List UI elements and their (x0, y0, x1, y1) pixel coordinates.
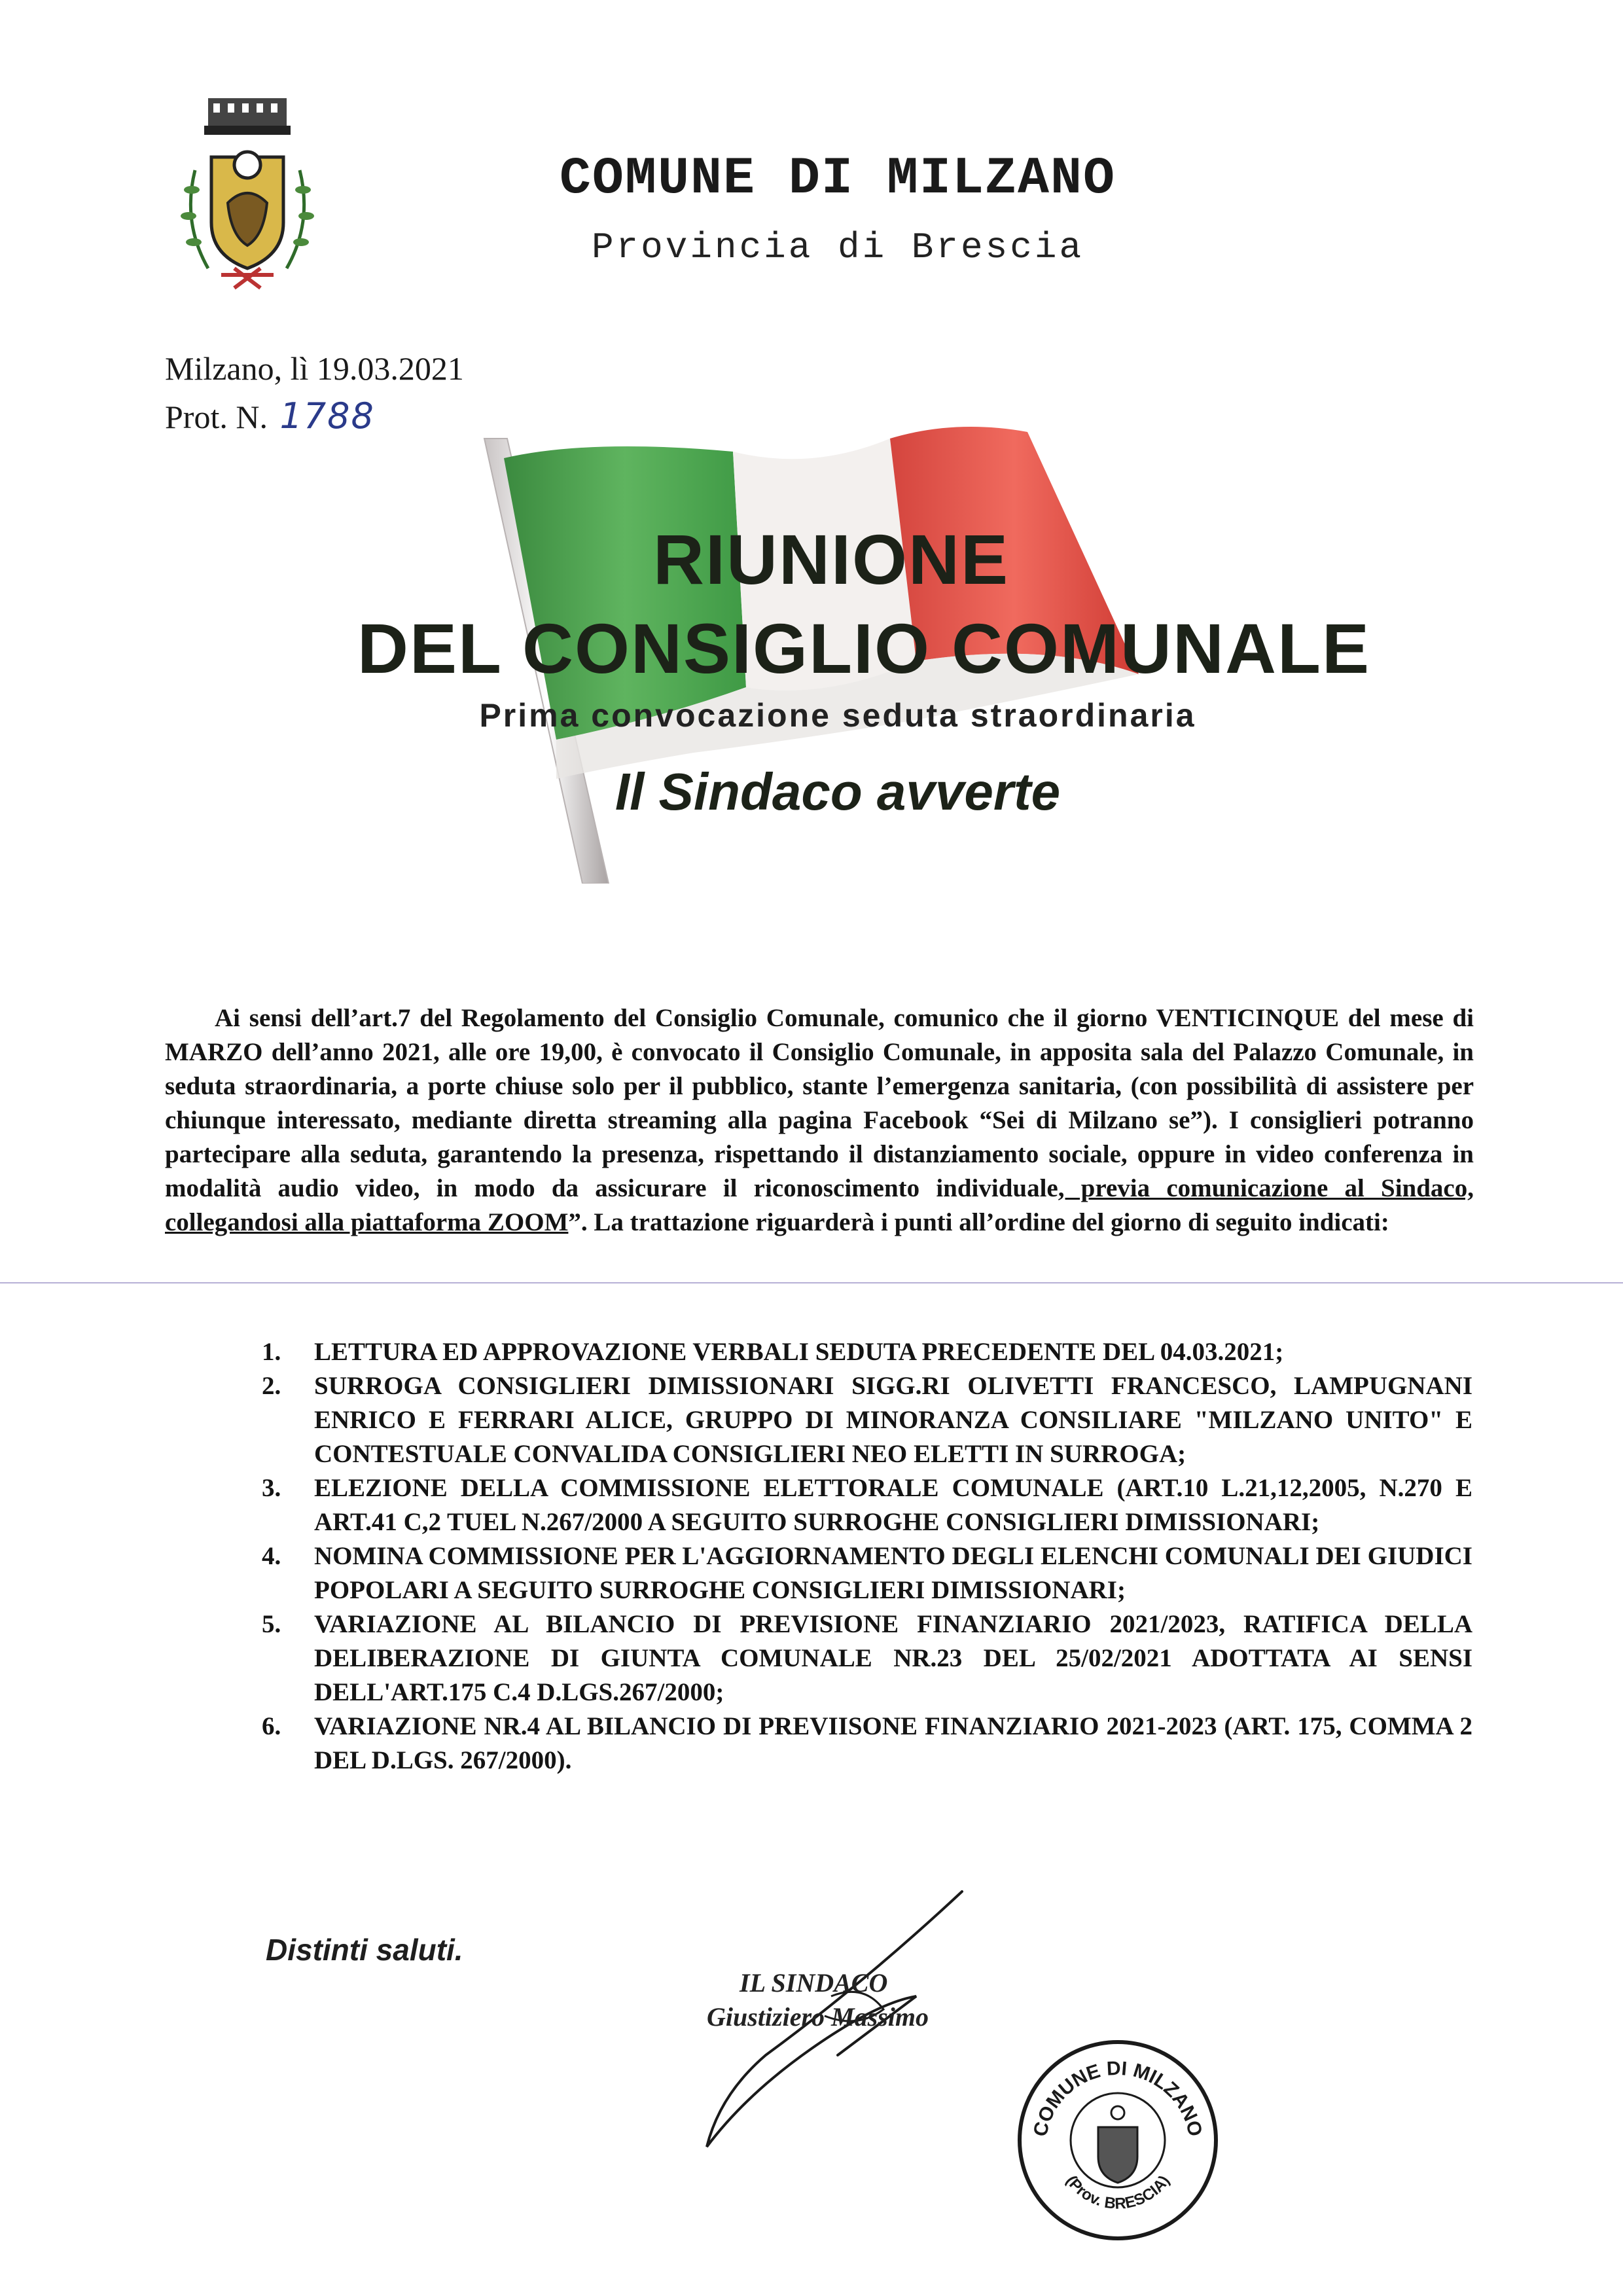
closing-greeting: Distinti saluti. (266, 1933, 463, 1967)
agenda-item-number: 4. (262, 1542, 281, 1570)
agenda-item-number: 1. (262, 1338, 281, 1366)
official-stamp-icon (1013, 2036, 1222, 2245)
agenda-item-text: NOMINA COMMISSIONE PER L'AGGIORNAMENTO DEGLI ELENCHI COMUNALI DEI GIUDICI POPOLARI A SEGUITO SURROGHE CONSIGLIERI DIMISSIONARI; (314, 1542, 1472, 1604)
mayor-name: Giustiziero Massimo (707, 2002, 929, 2032)
agenda-item-number: 3. (262, 1474, 281, 1502)
municipality-title: COMUNE DI MILZANO (559, 149, 1116, 209)
agenda-item (242, 1369, 1472, 1471)
agenda-list (242, 1335, 1472, 1778)
stamp-bottom-text: (Prov. BRESCIA) (1062, 2172, 1173, 2213)
agenda-item-number: 2. (262, 1372, 281, 1400)
intro-text-a: Ai sensi dell’art.7 del Regolamento del Consiglio Comunale, comunico che il giorno VENTICINQUE del mese di MARZO dell’anno 2021, alle ore 19,00, è convocato il Consiglio Comunale, in apposita sala del Palazzo Comunale, in seduta straordinaria, a porte chiuse solo per il pubblico, stante l’emergenza sanitaria, (con possibilità di assistere per chiunque interessato, mediante diretta streaming alla pagina Facebook “Sei di Milzano se”). I consiglieri potranno partecipare alla seduta, garantendo la presenza, rispettando il distanziamento sociale, oppure in video conferenza in modalità audio video, in modo da assicurare il riconoscimento individuale (165, 1004, 1474, 1202)
place-date: Milzano, lì 19.03.2021 (165, 350, 464, 387)
intro-text-b: ”. La trattazione riguarderà i punti all’ordine del giorno di seguito indicati: (568, 1208, 1389, 1236)
scan-fold-line (0, 1282, 1623, 1283)
coat-of-arms-icon (156, 92, 339, 314)
headline-line-2: DEL CONSIGLIO COMUNALE (357, 609, 1371, 688)
agenda-item-text: LETTURA ED APPROVAZIONE VERBALI SEDUTA PRECEDENTE DEL 04.03.2021; (314, 1338, 1284, 1366)
intro-paragraph (165, 1001, 1474, 1240)
session-subtitle: Prima convocazione seduta straordinaria (479, 697, 1196, 734)
protocol-label: Prot. N. (165, 399, 268, 435)
agenda-item-number: 6. (262, 1712, 281, 1740)
agenda-item (242, 1335, 1472, 1369)
agenda-item-text: VARIAZIONE NR.4 AL BILANCIO DI PREVIISONE FINANZIARIO 2021-2023 (ART. 175, COMMA 2 DEL D.LGS. 267/2000). (314, 1712, 1472, 1774)
agenda-item (242, 1607, 1472, 1710)
protocol-number: 1788 (279, 395, 375, 437)
agenda-item (242, 1471, 1472, 1539)
agenda-item-number: 5. (262, 1610, 281, 1638)
agenda-item (242, 1710, 1472, 1778)
agenda-item-text: ELEZIONE DELLA COMMISSIONE ELETTORALE COMUNALE (ART.10 L.21,12,2005, N.270 E ART.41 C,2 TUEL N.267/2000 A SEGUITO SURROGHE CONSIGLIERI DIMISSIONARI; (314, 1474, 1472, 1536)
agenda-item (242, 1539, 1472, 1607)
announcement-heading: Il Sindaco avverte (615, 762, 1061, 821)
intro-text-underlined: , previa comunicazione al Sindaco, collegandosi alla piattaforma ZOOM (165, 1174, 1474, 1236)
agenda-item-text: VARIAZIONE AL BILANCIO DI PREVISIONE FINANZIARIO 2021/2023, RATIFICA DELLA DELIBERAZIONE DI GIUNTA COMUNALE NR.23 DEL 25/02/2021 ADOTTATA AI SENSI DELL'ART.175 C.4 D.LGS.267/2000; (314, 1610, 1472, 1706)
province-subtitle: Provincia di Brescia (591, 226, 1084, 268)
headline-line-1: RIUNIONE (652, 520, 1010, 599)
mayor-title: IL SINDACO (740, 1968, 888, 1998)
stamp-top-text: COMUNE DI MILZANO (1029, 2057, 1206, 2139)
agenda-item-text: SURROGA CONSIGLIERI DIMISSIONARI SIGG.RI OLIVETTI FRANCESCO, LAMPUGNANI ENRICO E FERRARI ALICE, GRUPPO DI MINORANZA CONSILIARE "MILZANO UNITO" E CONTESTUALE CONVALIDA CONSIGLIERI NEO ELETTI IN SURROGA; (314, 1372, 1472, 1468)
protocol-line (165, 395, 375, 437)
